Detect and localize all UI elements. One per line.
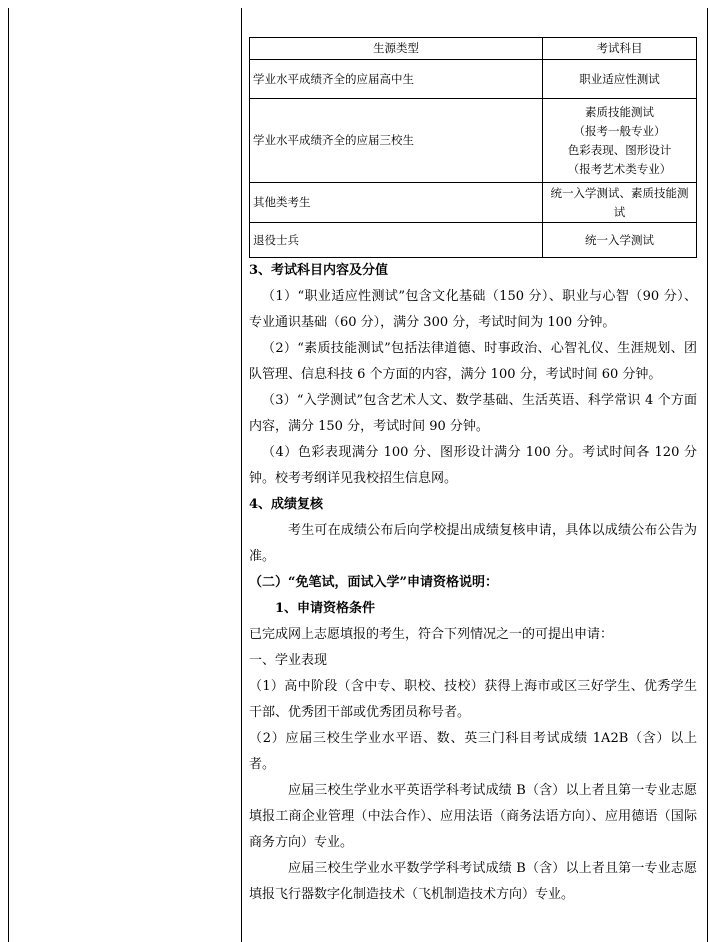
- subject-line: 色彩表现、图形设计: [567, 142, 672, 157]
- table-header-row: [250, 38, 697, 60]
- section3-paragraph-1: （1）“职业适应性测试”包含文化基础（150 分）、职业与心智（90 分）、专业通识基础（60 分），满分 300 分，考试时间为 100 分钟。: [249, 289, 697, 330]
- section4-heading: 4、成绩复核: [249, 497, 324, 512]
- subject-line: （报考艺术类专业）: [567, 161, 672, 176]
- section3-paragraph-2: （2）“素质技能测试”包括法律道德、时事政治、心智礼仪、生涯规划、团队管理、信息科技 6 个方面的内容，满分 100 分，考试时间 60 分钟。: [249, 341, 697, 382]
- table-row: [250, 99, 697, 183]
- table-row: [250, 60, 697, 99]
- section3-heading: 3、考试科目内容及分值: [249, 263, 389, 278]
- subject-line: （报考一般专业）: [573, 123, 666, 138]
- condition-3: 应届三校生学业水平英语学科考试成绩 B（含）以上者且第一专业志愿填报工商企业管理（中法合作）、应用法语（商务法语方向）、应用德语（国际商务方向）专业。: [249, 783, 697, 850]
- header-exam-subject: 考试科目: [543, 38, 697, 60]
- condition-2: （2）应届三校生学业水平语、数、英三门科目考试成绩 1A2B（含）以上者。: [249, 731, 697, 772]
- row-type: 退役士兵: [250, 223, 543, 258]
- row-type: 其他类考生: [250, 183, 543, 223]
- table-row: [250, 183, 697, 223]
- table-row: [250, 223, 697, 258]
- exam-subject-table: [249, 37, 697, 258]
- part2-item-1: 一、学业表现: [249, 653, 328, 668]
- row-type: 学业水平成绩齐全的应届三校生: [250, 99, 543, 183]
- row-subject: [543, 99, 697, 183]
- document-content: [249, 37, 697, 908]
- body-text: [249, 258, 697, 908]
- row-type: 学业水平成绩齐全的应届高中生: [250, 60, 543, 99]
- header-student-type: 生源类型: [250, 38, 543, 60]
- row-subject: 职业适应性测试: [543, 60, 697, 99]
- part2-heading: （二）“免笔试，面试入学”申请资格说明：: [249, 575, 498, 590]
- subject-line: 素质技能测试: [585, 104, 654, 119]
- part2-subheading: 1、申请资格条件: [275, 601, 376, 616]
- row-subject: 统一入学测试: [543, 223, 697, 258]
- column-divider: [241, 8, 242, 942]
- condition-1: （1）高中阶段（含中专、职校、技校）获得上海市或区三好学生、优秀学生干部、优秀团干部或优秀团员称号者。: [249, 679, 697, 720]
- row-subject: 统一入学测试、素质技能测试: [543, 183, 697, 223]
- condition-4: 应届三校生学业水平数学学科考试成绩 B（含）以上者且第一专业志愿填报飞行器数字化制造技术（飞机制造技术方向）专业。: [249, 861, 697, 902]
- part2-intro: 已完成网上志愿填报的考生，符合下列情况之一的可提出申请：: [249, 627, 614, 642]
- section3-paragraph-3: （3）“入学测试”包含艺术人文、数学基础、生活英语、科学常识 4 个方面内容，满分 150 分，考试时间 90 分钟。: [249, 393, 697, 434]
- section4-paragraph: 考生可在成绩公布后向学校提出成绩复核申请，具体以成绩公布公告为准。: [249, 523, 697, 564]
- section3-paragraph-4: （4）色彩表现满分 100 分、图形设计满分 100 分。考试时间各 120 分钟。校考考纲详见我校招生信息网。: [249, 445, 697, 486]
